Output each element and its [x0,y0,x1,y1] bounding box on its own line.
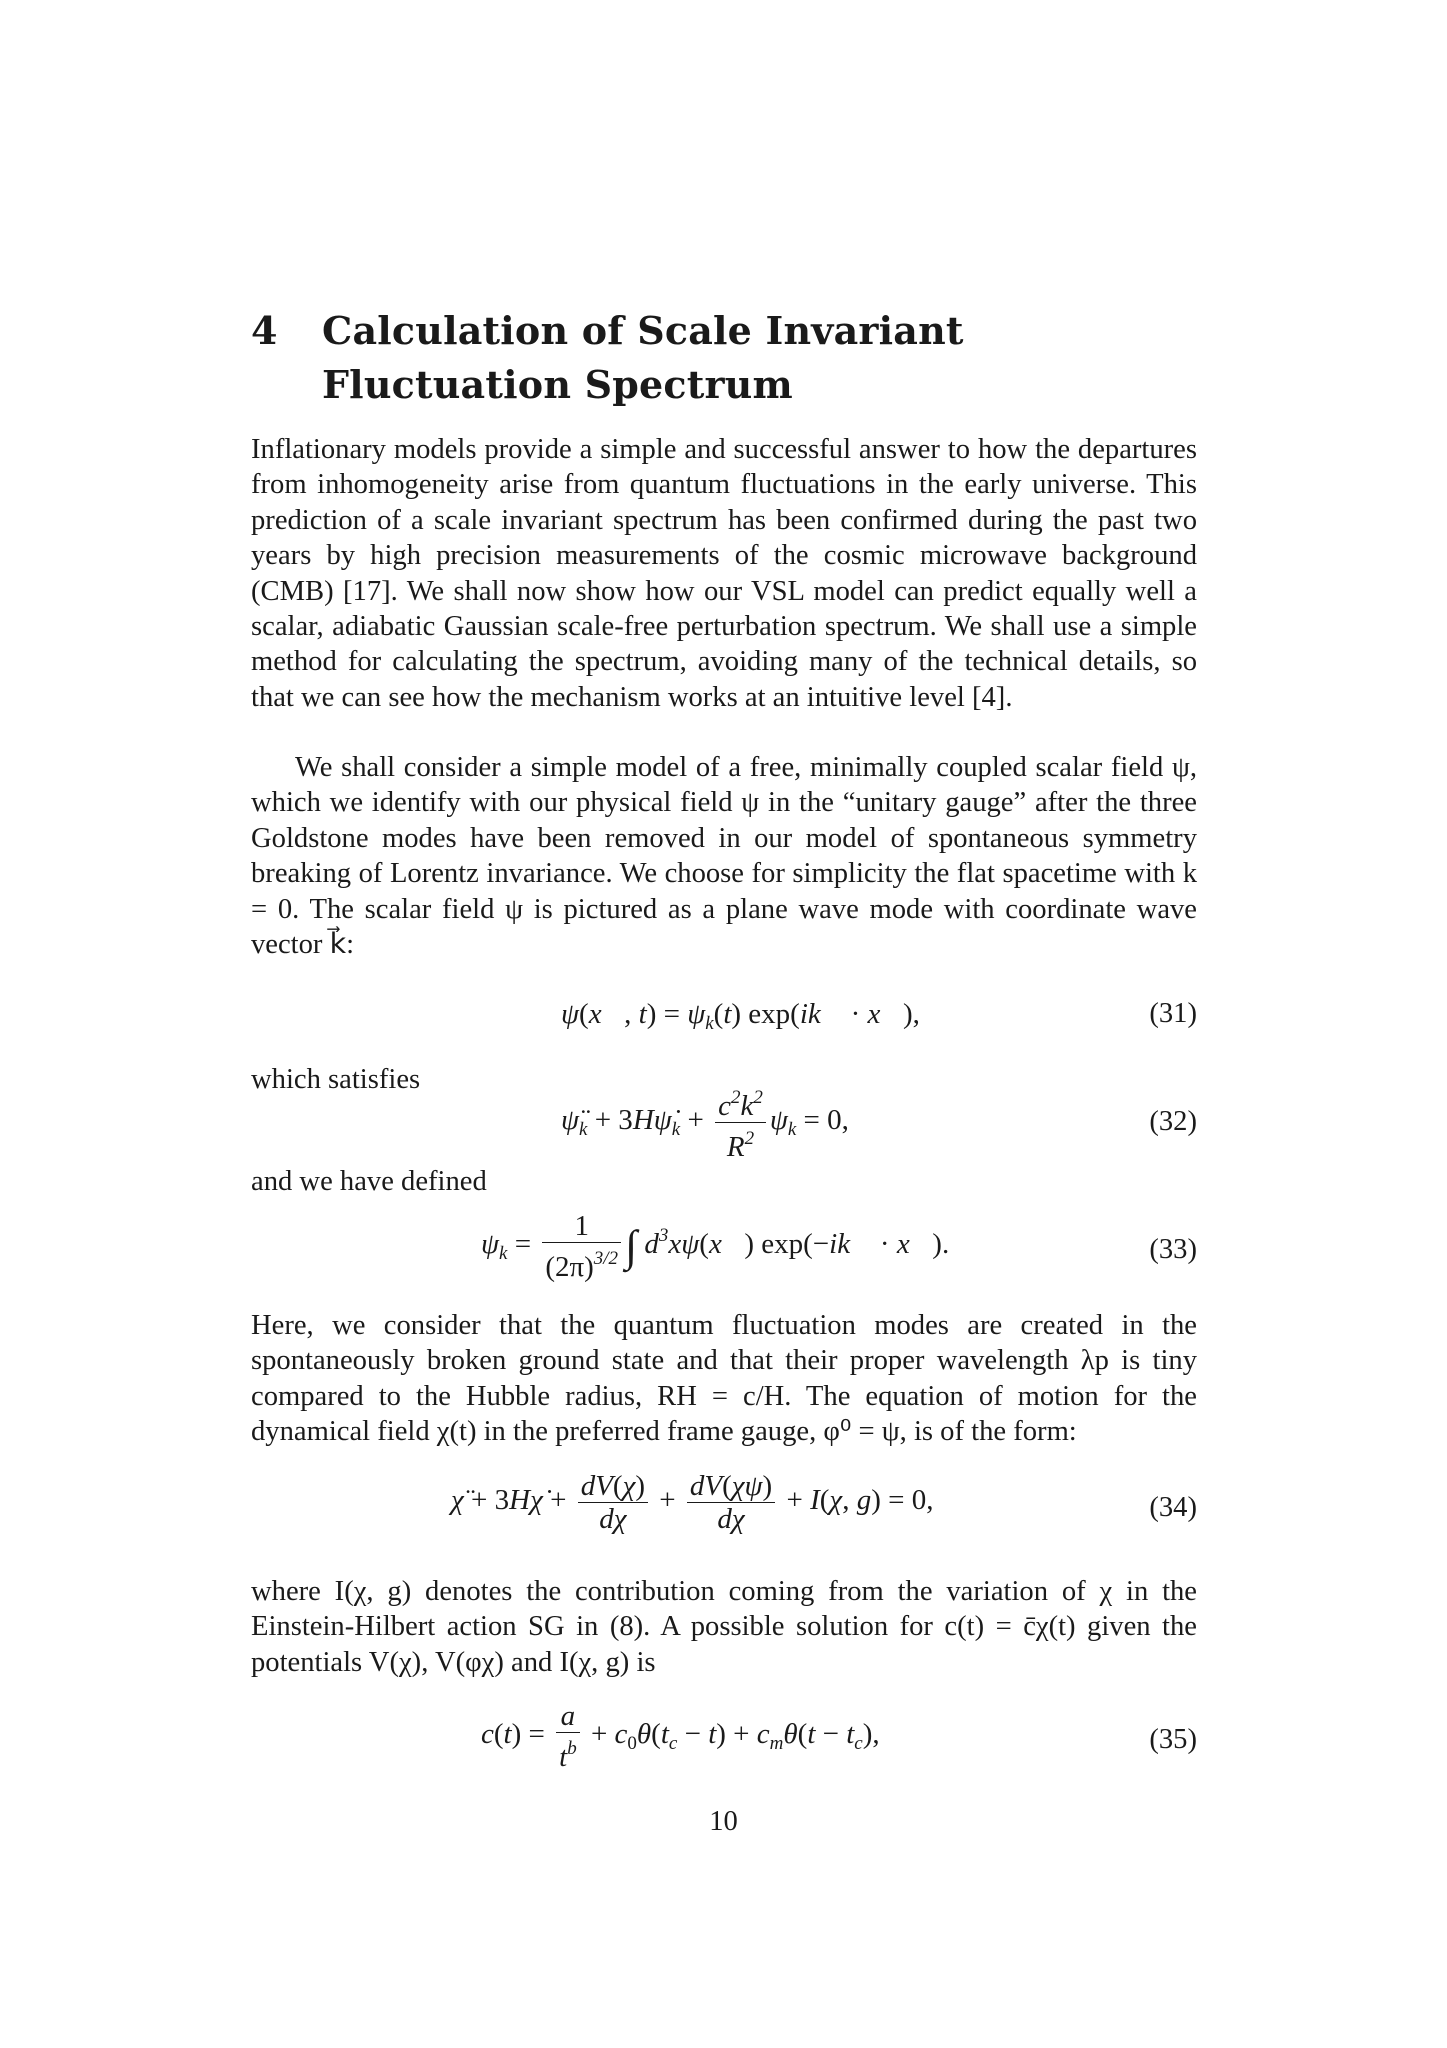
paragraph-3: Here, we consider that the quantum fluctuation modes are created in the spontaneously broken ground state and that their proper wavelength λp is tiny compared to the Hubble radius, RH = c/H. The equation of motion for the dynamical field χ(t) in the preferred frame gauge, φ⁰ = ψ, is of the form: [251,1310,1197,1448]
paragraph-2-block [251,750,1197,962]
page-number: 10 [709,1806,738,1837]
lead-and-defined: and we have defined [251,1166,487,1197]
paragraph-2: We shall consider a simple model of a free, minimally coupled scalar field ψ, which we identify with our physical field ψ in the “unitary gauge” after the three Goldstone modes have been removed in our model of spontaneous symmetry breaking of Lorentz invariance. We choose for simplicity the flat spacetime with k = 0. The scalar field ψ is pictured as a plane wave mode with coordinate wave vector k⃗: [251,752,1197,961]
lead-which-satisfies: which satisfies [251,1064,421,1095]
equation-34 [251,1470,1197,1550]
equation-32-number: (32) [1149,1106,1197,1137]
paragraph-1: Inflationary models provide a simple and successful answer to how the departures from inhomogeneity arise from quantum fluctuations in the early universe. This prediction of a scale invariant spectrum has been confirmed during the past two years by high precision measurements of the cosmic microwave background (CMB) [17]. We shall now show how our VSL model can predict equally well a scalar, adiabatic Gaussian scale-free perturbation spectrum. We shall use a simple method for calculating the spectrum, avoiding many of the technical details, so that we can see how the mechanism works at an intuitive level [4]. [251,434,1197,713]
equation-34-body: χ̈ + 3Hχ̇ + $\frac{dV(\chi)}{d\chi}$ + $\frac{dV(\chi\psi)}{d\chi}$ + I(χ, g) = 0, [451,1470,934,1535]
equation-31 [251,992,1197,1052]
section-number: 4 [251,308,278,353]
equation-33-number: (33) [1149,1234,1197,1265]
paragraph-1-block [251,432,1197,715]
equation-32-body: $\psï_k$ + $3H\psi̇_k$ + $\frac{c^2k^2}{R^2}$ $\psi_k = 0$, [561,1087,849,1163]
equation-33-body: $\psi_k$ = $\frac{1}{(2\pi)^{3/2}}$ ∫ $d^3x\psi(x⃗)$ exp(−ik⃗ · x⃗). [481,1210,950,1283]
equation-32 [251,1082,1197,1163]
equation-35-body: c(t) = $\frac{a}{t^b}$ + $c_0\theta(t_c - t) + c_m\theta(t - t_c)$, [481,1700,880,1773]
equation-31-number: (31) [1149,998,1197,1029]
equation-34-number: (34) [1149,1492,1197,1523]
section-title: Calculation of Scale Invariant Fluctuation Spectrum [322,308,964,407]
equation-33 [251,1210,1197,1290]
paragraph-4: where I(χ, g) denotes the contribution coming from the variation of χ in the Einstein-Hilbert action SG in (8). A possible solution for c(t) = c̄χ(t) given the potentials V(χ), V(φχ) and I(χ, g) is [251,1576,1197,1678]
equation-35-number: (35) [1149,1724,1197,1755]
equation-31-body: ψ(x⃗, $t) = \psi_k(t)$ exp(ik⃗ · x⃗), [561,998,920,1034]
paragraph-4-block [251,1574,1197,1680]
paragraph-3-block [251,1308,1197,1450]
section-heading [251,304,1201,412]
equation-35 [251,1700,1197,1780]
